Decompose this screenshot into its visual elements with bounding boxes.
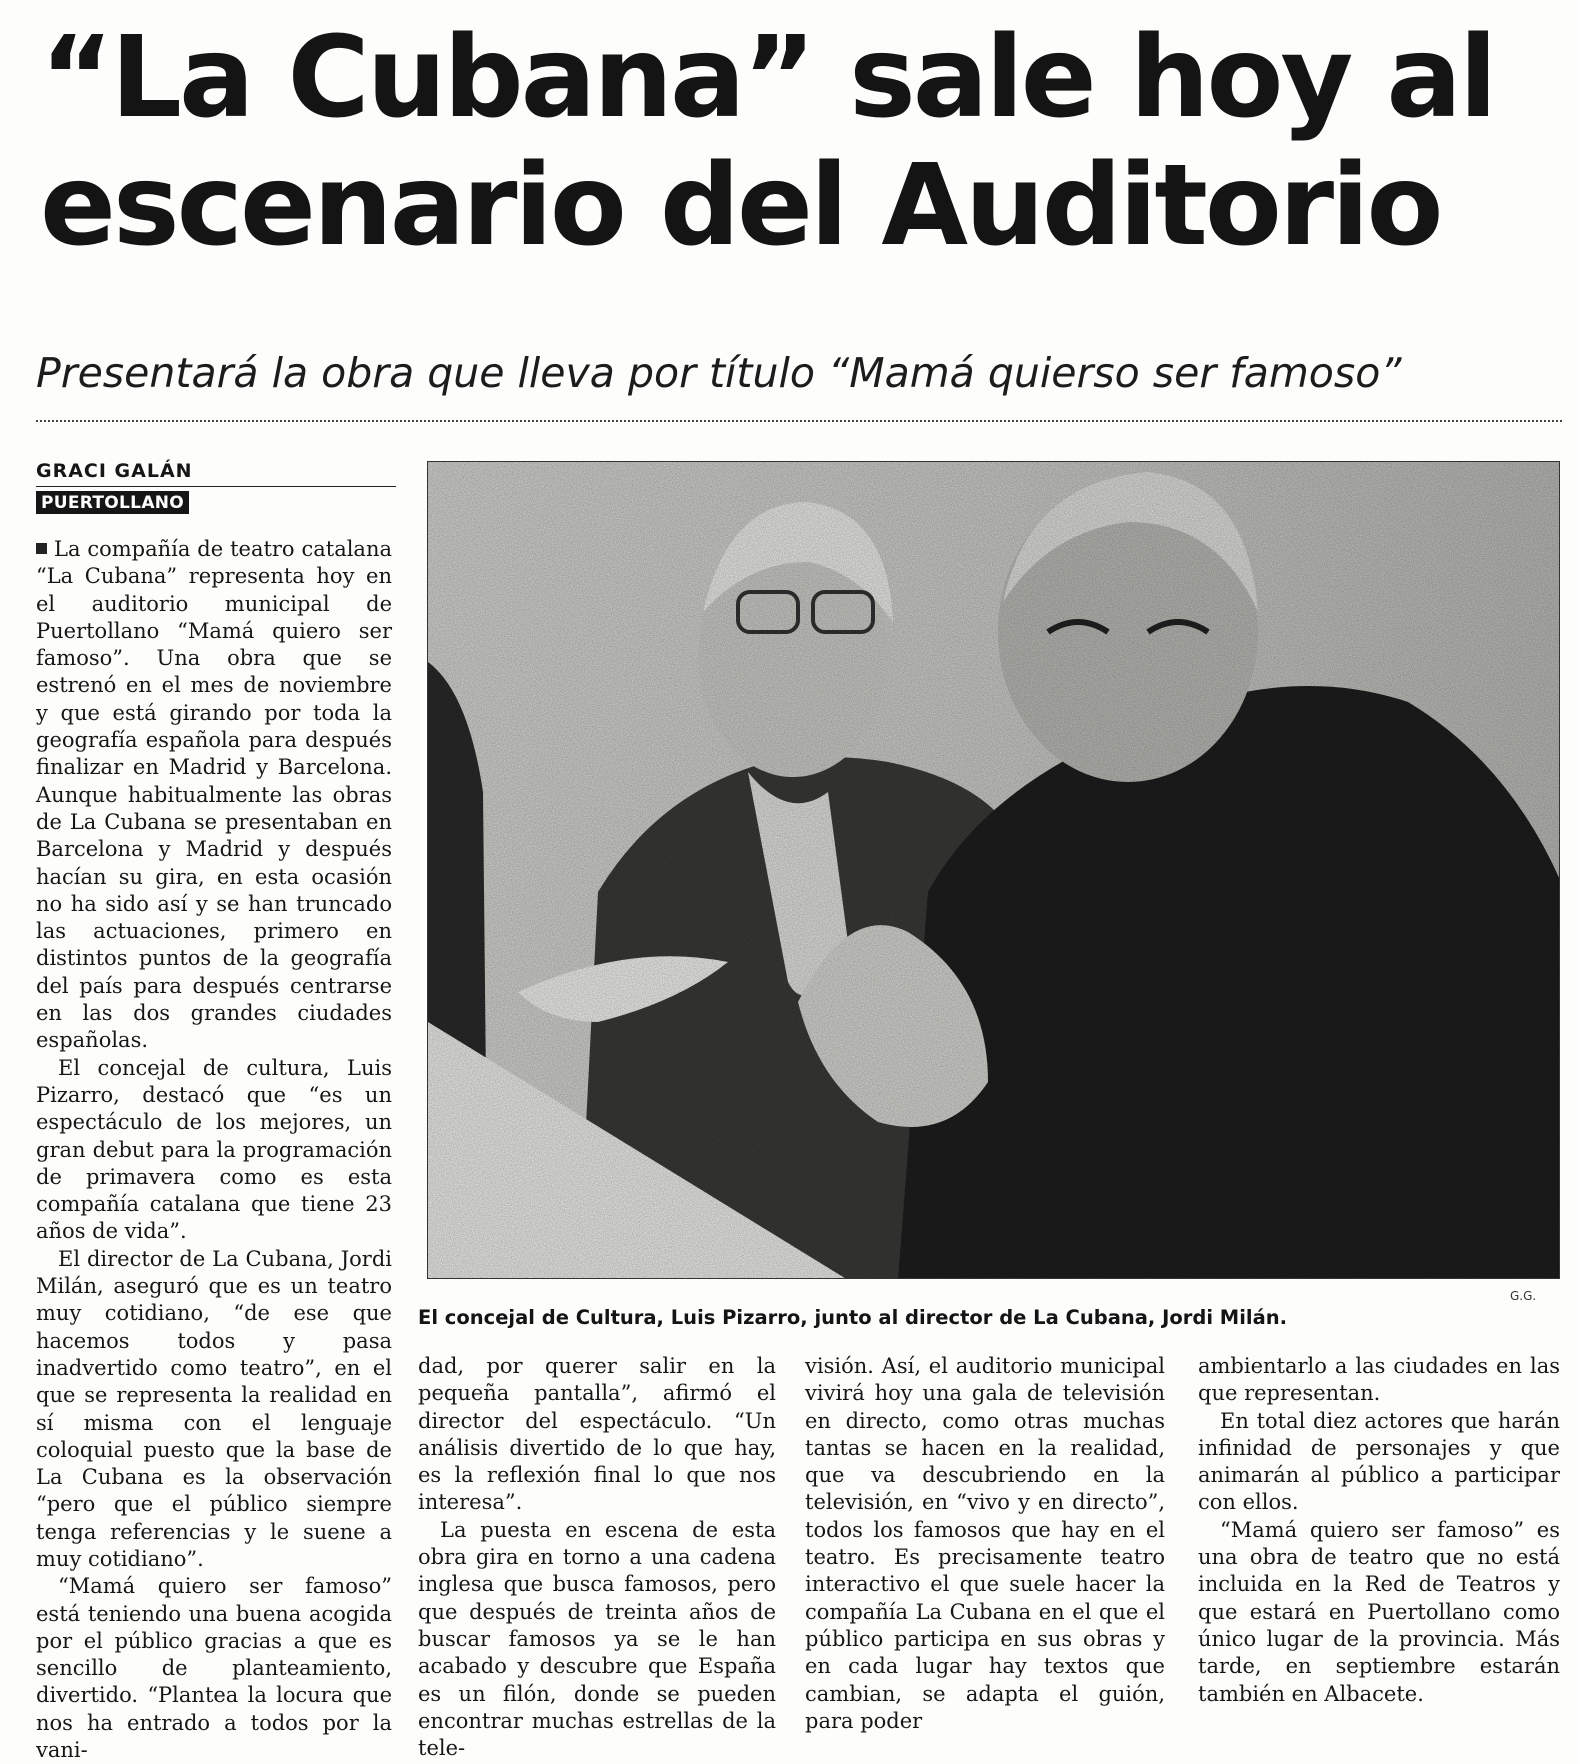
headline	[40, 14, 1540, 270]
dotted-divider	[36, 420, 1562, 422]
byline-author: GRACI GALÁN	[36, 460, 193, 482]
article-column-3	[805, 1353, 1165, 1735]
paragraph: “Mamá quiero ser famoso” está teniendo una buena acogida por el público gracias a que es sencillo de planteamiento, divertido. “Plantea la locura que nos ha entrado a todos por la vani-	[36, 1574, 392, 1763]
subheadline: Presentará la obra que lleva por título “Mamá quierso ser famoso”	[36, 349, 1402, 397]
article-column-2	[418, 1353, 776, 1762]
paragraph: “Mamá quiero ser famoso” es una obra de teatro que no está incluida en la Red de Teatros y que estará en Puertollano como único lugar de la provincia. Más tarde, en septiembre estarán también en Albacete.	[1198, 1517, 1560, 1706]
paragraph: dad, por querer salir en la pequeña pantalla”, afirmó el director del espectáculo. “Un análisis divertido de lo que hay, es la reflexión final lo que nos interesa”.	[418, 1354, 776, 1515]
paragraph: La puesta en escena de esta obra gira en torno a una cadena inglesa que busca famosos, pero que después de treinta años de buscar famosos ya se le han acabado y descubre que España es un filón, donde se pueden encontrar muchas estrellas de la tele-	[418, 1517, 776, 1761]
article-column-1	[36, 536, 392, 1764]
photo-caption: El concejal de Cultura, Luis Pizarro, junto al director de La Cubana, Jordi Milán.	[418, 1306, 1288, 1329]
byline-location: PUERTOLLANO	[36, 491, 189, 514]
paragraph-text: La compañía de teatro catalana “La Cubana” representa hoy en el auditorio municipal de Puertollano “Mamá quiero ser famoso”. Una obra que se estrenó en el mes de noviembre y que está girando por toda la geografía española para después finalizar en Madrid y Barcelona. Aunque habitualmente las obras de La Cubana se presentaban en Barcelona y Madrid y después hacían su gira, en esta ocasión no ha sido así y se han truncado las actuaciones, primero en distintos puntos de la geografía del país para después centrarse en las dos grandes ciudades españolas.	[36, 537, 392, 1053]
paragraph: El director de La Cubana, Jordi Milán, aseguró que es un teatro muy cotidiano, “de ese que hacemos todos y pasa inadvertido como teatro”, en el que se representa la realidad en sí misma con el lenguaje coloquial puesto que la base de La Cubana es la observación “pero que el público siempre tenga referencias y le suene a muy cotidiano”.	[36, 1246, 392, 1571]
paragraph	[36, 536, 392, 1055]
paragraph: El concejal de cultura, Luis Pizarro, destacó que “es un espectáculo de los mejores, un gran debut para la programación de primavera como es esta compañía catalana que tiene 23 años de vida”.	[36, 1055, 392, 1244]
headline-line-2: escenario del Auditorio	[40, 141, 1441, 271]
headline-line-1: “La Cubana” sale hoy al	[40, 13, 1495, 143]
paragraph: visión. Así, el auditorio municipal vivirá hoy una gala de televisión en directo, como otras muchas tantas se hacen en la realidad, que va descubriendo en la televisión, en “vivo y en directo”, todos los famosos que hay en el teatro. Es precisamente teatro interactivo el que suele hacer la compañía La Cubana en el que el público participa en sus obras y en cada lugar hay textos que cambian, se adapta el guión, para poder	[805, 1354, 1165, 1733]
article-column-4	[1198, 1353, 1560, 1708]
byline-divider	[36, 486, 396, 487]
photo-credit: G.G.	[1510, 1289, 1537, 1303]
paragraph-bullet-icon	[36, 543, 47, 554]
paragraph: ambientarlo a las ciudades en las que representan.	[1198, 1354, 1560, 1406]
paragraph: En total diez actores que harán infinidad de personajes y que animarán al público a participar con ellos.	[1198, 1408, 1560, 1515]
article-photo	[427, 461, 1560, 1279]
